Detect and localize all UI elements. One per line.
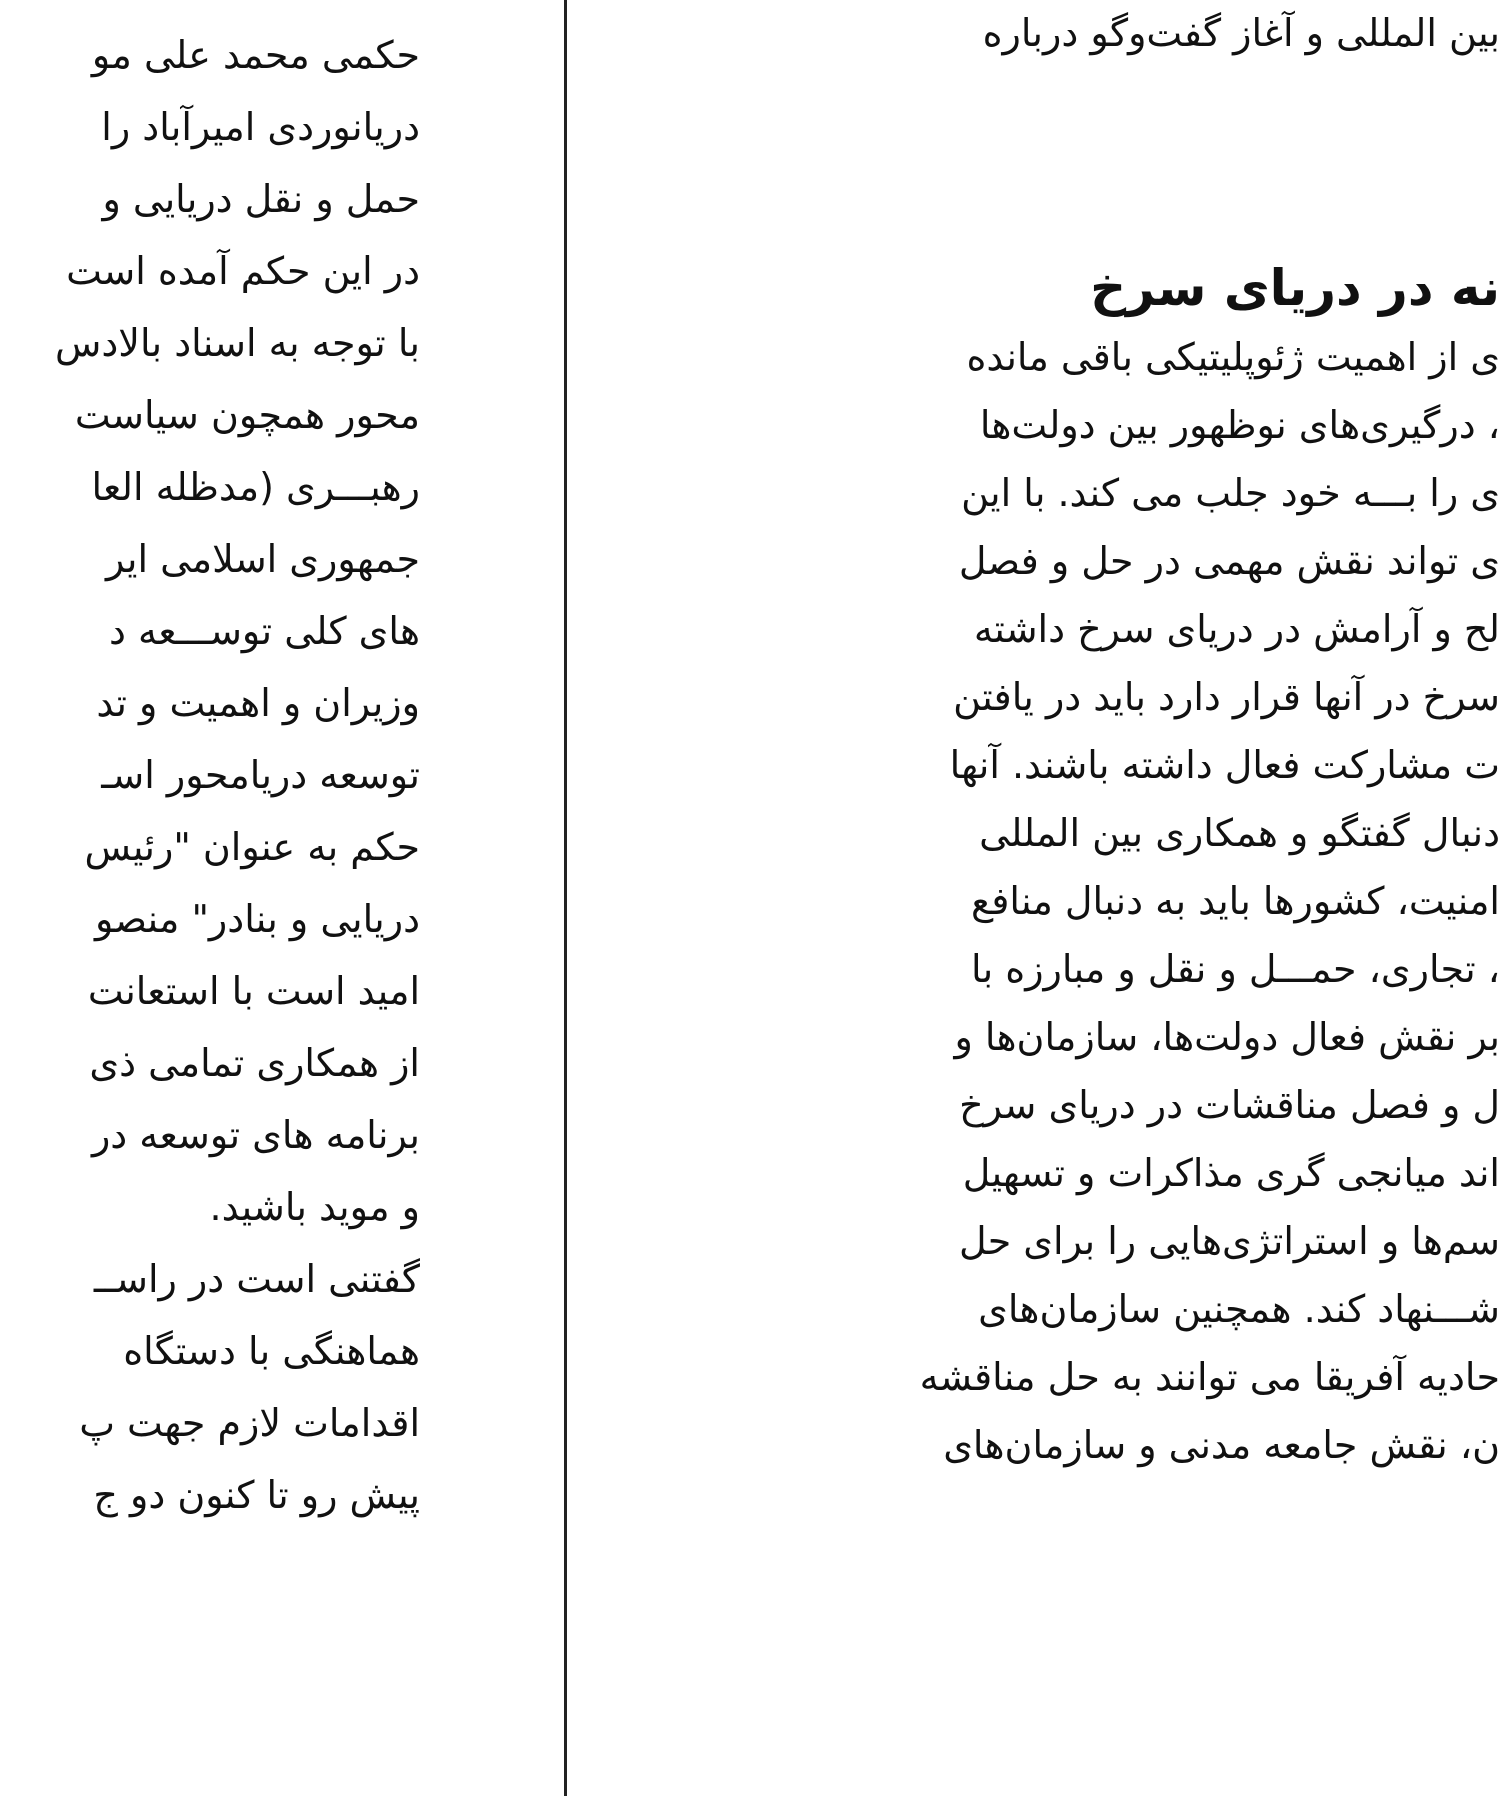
right-line: ل و فصل مناقشات در دریای سرخ xyxy=(959,1083,1500,1127)
left-line: دریانوردی امیرآباد را xyxy=(101,105,420,149)
right-top-line: بین المللی و آغاز گفت‌وگو درباره xyxy=(982,11,1500,55)
left-line: حکمی محمد علی مو xyxy=(91,33,420,77)
left-line: پیش رو تا کنون دو ج xyxy=(93,1473,420,1517)
right-line: دنبال گفتگو و همکاری بین المللی xyxy=(979,811,1500,855)
right-line: ، تجاری، حمـــل و نقل و مبارزه با xyxy=(971,947,1500,991)
right-line: سرخ در آنها قرار دارد باید در یافتن xyxy=(953,675,1500,719)
right-line: ی از اهمیت ژئوپلیتیکی باقی مانده xyxy=(966,335,1500,379)
left-line: حکم به عنوان "رئیس xyxy=(84,825,420,869)
column-divider xyxy=(564,0,567,1796)
left-line: هماهنگی با دستگاه xyxy=(123,1329,420,1373)
right-line: بر نقش فعال دولت‌ها، سازمان‌ها و xyxy=(954,1015,1500,1059)
left-line: برنامه های توسعه در xyxy=(91,1113,420,1157)
right-line: ی تواند نقش مهمی در حل و فصل xyxy=(958,539,1500,583)
left-line: و موید باشید. xyxy=(209,1185,420,1229)
left-line: جمهوری اسلامی ایر xyxy=(105,537,420,581)
left-line: امید است با استعانت xyxy=(87,969,420,1013)
left-line: با توجه به اسناد بالادس xyxy=(55,321,420,365)
left-line: رهبـــری (مدظله العا xyxy=(91,465,420,509)
right-line: شـــنهاد کند. همچنین سازمان‌های xyxy=(978,1287,1500,1331)
right-line: اند میانجی گری مذاکرات و تسهیل xyxy=(962,1151,1500,1195)
section-heading: نه در دریای سرخ xyxy=(1090,259,1500,317)
left-line: از همکاری تمامی ذی xyxy=(89,1041,420,1085)
left-text-column xyxy=(0,0,420,1796)
left-line: اقدامات لازم جهت پ xyxy=(79,1401,420,1445)
left-line: محور همچون سیاست xyxy=(74,393,420,437)
right-line: ت مشارکت فعال داشته باشند. آنها xyxy=(949,743,1500,787)
left-line: وزیران و اهمیت و تد xyxy=(96,681,420,725)
left-line: در این حکم آمده است xyxy=(66,249,420,293)
right-text-column xyxy=(790,0,1500,1796)
right-line: امنیت، کشورها باید به دنبال منافع xyxy=(971,879,1500,923)
right-line: لح و آرامش در دریای سرخ داشته xyxy=(973,607,1500,651)
right-line: حادیه آفریقا می توانند به حل مناقشه xyxy=(919,1355,1500,1399)
left-line: گفتنی است در راســ xyxy=(93,1257,420,1301)
right-line: ن، نقش جامعه مدنی و سازمان‌های xyxy=(943,1423,1500,1467)
right-line: ، درگیری‌های نوظهور بین دولت‌ها xyxy=(979,403,1500,447)
left-line: حمل و نقل دریایی و xyxy=(102,177,420,221)
left-line: های کلی توســـعه د xyxy=(108,609,420,653)
right-line: ی را بـــه خود جلب می کند. با این xyxy=(961,471,1500,515)
left-line: توسعه دریامحور اسـ xyxy=(101,753,420,797)
left-line: دریایی و بنادر" منصو xyxy=(94,897,420,941)
right-line: سم‌ها و استراتژی‌هایی را برای حل xyxy=(958,1219,1500,1263)
